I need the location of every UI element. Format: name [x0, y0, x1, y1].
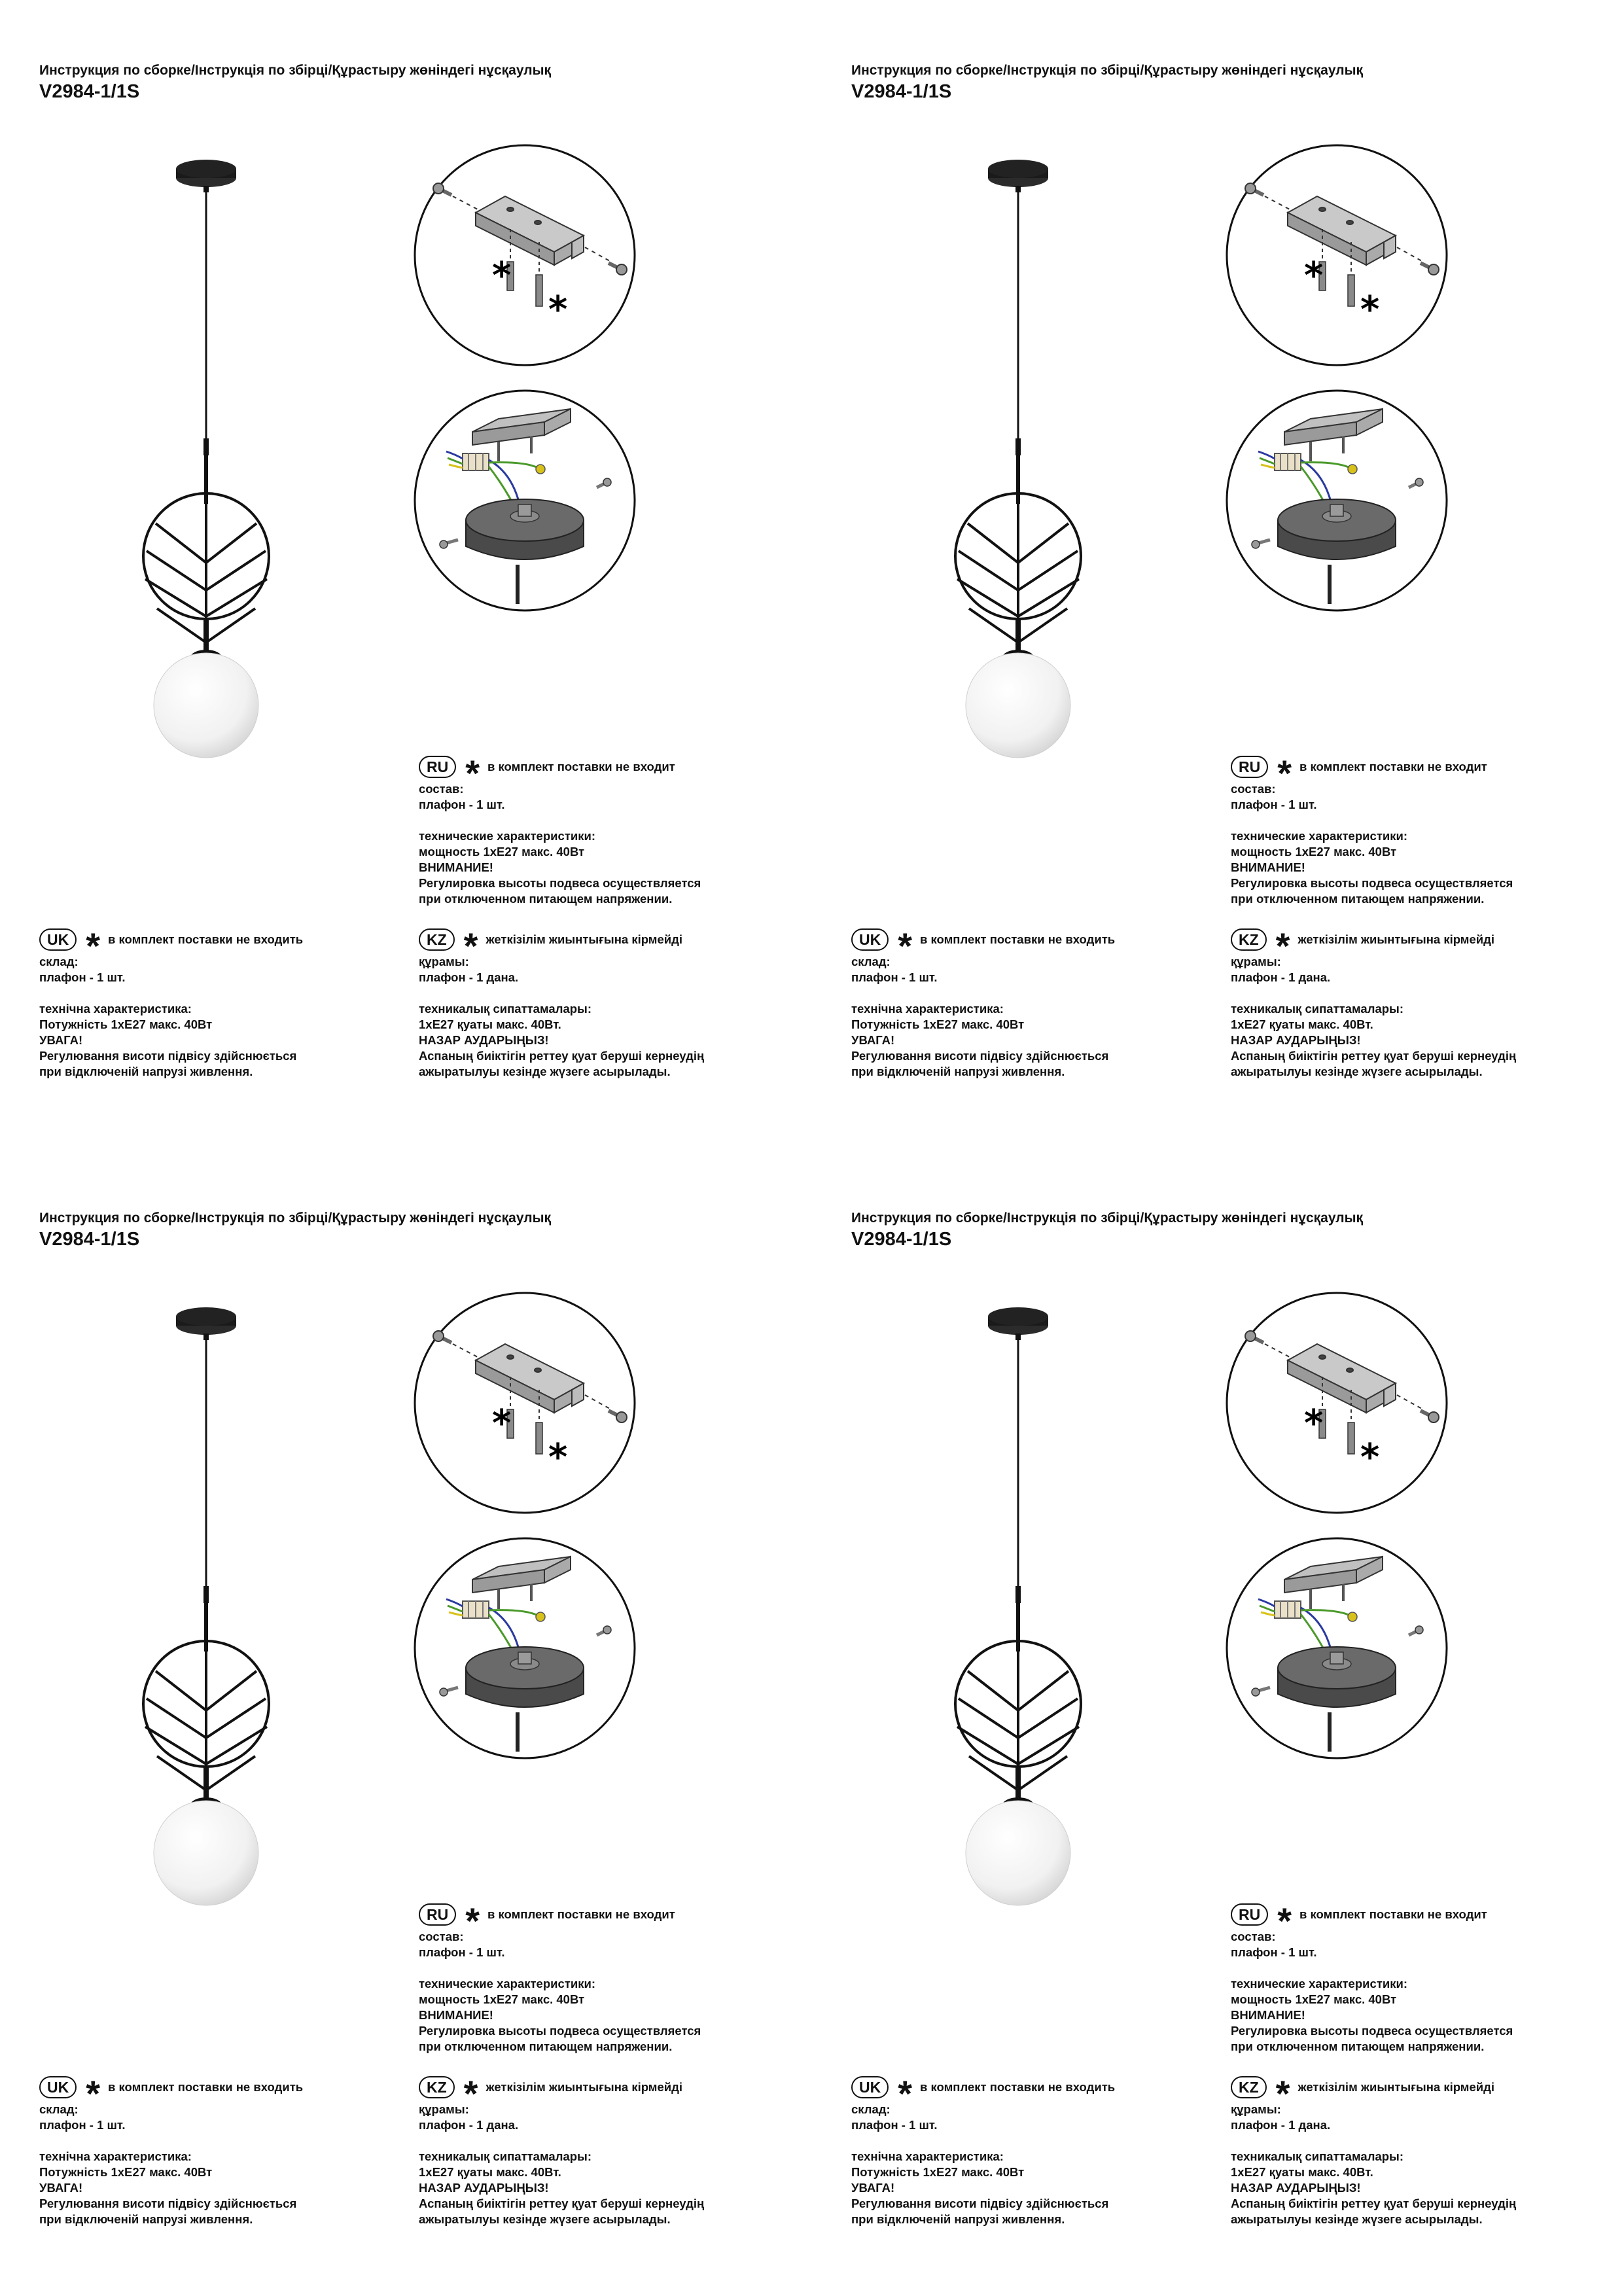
wire-connector-icon — [463, 453, 489, 470]
not-included-star: * — [1275, 2073, 1290, 2114]
ru-note-line2: при отключенном питающем напряжении. — [419, 892, 673, 906]
model-number: V2984-1/1S — [39, 1229, 140, 1250]
cord-clamp — [203, 1586, 209, 1603]
uk-language-badge: UK — [39, 2076, 77, 2098]
uk-info-block — [39, 2074, 303, 2227]
ru-note-line2: при отключенном питающем напряжении. — [1231, 2040, 1485, 2053]
not-included-star: * — [492, 1402, 512, 1445]
instruction-sheet — [812, 0, 1624, 1148]
not-included-star: * — [465, 752, 480, 794]
uk-specs-value: Потужність 1хE27 макс. 40Вт — [39, 2165, 213, 2179]
uk-note-line1: Регулювання висоти підвісу здійснюється — [851, 2197, 1109, 2210]
kz-specs-value: 1хE27 қуаты макс. 40Вт. — [419, 2165, 561, 2179]
uk-specs-value: Потужність 1хE27 макс. 40Вт — [851, 2165, 1025, 2179]
uk-warning: УВАГА! — [851, 1033, 895, 1047]
ceiling-canopy-icon — [176, 160, 236, 192]
ru-composition-label: состав: — [1231, 1930, 1276, 1943]
model-number: V2984-1/1S — [851, 1229, 952, 1250]
not-included-star: * — [463, 925, 478, 966]
not-included-star: * — [1304, 255, 1324, 297]
canopy-wiring-diagram — [1212, 1524, 1461, 1773]
ru-warning: ВНИМАНИЕ! — [419, 2008, 493, 2022]
ru-specs-label: технические характеристики: — [419, 1977, 596, 1990]
ru-specs-value: мощность 1хE27 макс. 40Вт — [1231, 1992, 1397, 2006]
glass-globe — [154, 653, 258, 758]
not-included-star: * — [86, 925, 101, 966]
uk-specs-value: Потужність 1хE27 макс. 40Вт — [39, 1017, 213, 1031]
kz-note-line2: ажыратылуы кезінде жүзеге асырылады. — [419, 2212, 671, 2226]
not-included-star: * — [1360, 289, 1380, 331]
kz-composition-value: плафон - 1 дана. — [419, 2118, 519, 2132]
kz-warning: НАЗАР АУДАРЫҢЫЗ! — [419, 2181, 549, 2195]
header-title: Инструкция по сборке/Інструкція по збірці/Құрастыру жөніндегі нұсқаулық — [851, 63, 1364, 78]
uk-specs-value: Потужність 1хE27 макс. 40Вт — [851, 1017, 1025, 1031]
kz-specs-value: 1хE27 қуаты макс. 40Вт. — [1231, 1017, 1373, 1031]
cord-clamp — [1015, 438, 1021, 455]
ceiling-canopy-icon — [176, 1307, 236, 1340]
uk-warning: УВАГА! — [39, 2181, 83, 2195]
ceiling-canopy-icon — [988, 160, 1048, 192]
uk-warning: УВАГА! — [39, 1033, 83, 1047]
ru-info-block — [419, 1901, 701, 2055]
canopy-wiring-diagram — [1212, 376, 1461, 625]
mounting-bracket-diagram — [400, 144, 649, 393]
kz-info-block — [1231, 2074, 1516, 2227]
not-included-star: * — [548, 289, 568, 331]
ru-not-included-note: в комплект поставки не входит — [487, 760, 675, 773]
cord-clamp — [203, 438, 209, 455]
pendant-lamp-illustration — [137, 150, 275, 779]
kz-info-block — [419, 2074, 704, 2227]
ru-note-line2: при отключенном питающем напряжении. — [419, 2040, 673, 2053]
ru-language-badge: RU — [1231, 1903, 1268, 1926]
uk-language-badge: UK — [851, 928, 889, 951]
mounting-bracket-diagram — [1212, 1292, 1461, 1540]
kz-specs-value: 1хE27 қуаты макс. 40Вт. — [419, 1017, 561, 1031]
uk-composition-label: склад: — [851, 955, 891, 968]
kz-composition-label: құрамы: — [419, 2102, 469, 2116]
uk-not-included-note: в комплект поставки не входить — [108, 932, 304, 946]
ru-not-included-note: в комплект поставки не входит — [487, 1907, 675, 1921]
ru-warning: ВНИМАНИЕ! — [1231, 2008, 1305, 2022]
ceiling-canopy-icon — [988, 1307, 1048, 1340]
kz-not-included-note: жеткізілім жиынтығына кірмейді — [485, 932, 683, 946]
uk-note-line2: при відключеній напрузі живлення. — [851, 2212, 1065, 2226]
kz-composition-value: плафон - 1 дана. — [1231, 2118, 1331, 2132]
not-included-star: * — [492, 255, 512, 297]
ru-info-block — [1231, 754, 1513, 907]
ru-info-block — [1231, 1901, 1513, 2055]
kz-info-block — [419, 927, 704, 1080]
wire-connector-icon — [1275, 453, 1301, 470]
uk-note-line1: Регулювання висоти підвісу здійснюється — [39, 2197, 297, 2210]
ru-composition-label: состав: — [1231, 782, 1276, 796]
not-included-star: * — [1360, 1436, 1380, 1479]
kz-note-line2: ажыратылуы кезінде жүзеге асырылады. — [419, 1065, 671, 1078]
uk-composition-label: склад: — [851, 2102, 891, 2116]
ru-warning: ВНИМАНИЕ! — [419, 860, 493, 874]
ru-language-badge: RU — [419, 1903, 456, 1926]
ru-language-badge: RU — [419, 756, 456, 778]
kz-note-line1: Аспаның биіктігін реттеу қуат беруші кернеудің — [419, 1049, 705, 1063]
ru-note-line1: Регулировка высоты подвеса осуществляется — [419, 876, 701, 890]
ru-specs-value: мощность 1хE27 макс. 40Вт — [419, 1992, 585, 2006]
ru-note-line1: Регулировка высоты подвеса осуществляется — [419, 2024, 701, 2038]
pendant-lamp-illustration — [137, 1298, 275, 1926]
ru-specs-value: мощность 1хE27 макс. 40Вт — [1231, 845, 1397, 858]
kz-note-line1: Аспаның биіктігін реттеу қуат беруші кернеудің — [419, 2197, 705, 2210]
kz-specs-label: техникалық сипаттамалары: — [1231, 1002, 1404, 1016]
uk-language-badge: UK — [851, 2076, 889, 2098]
kz-note-line2: ажыратылуы кезінде жүзеге асырылады. — [1231, 2212, 1483, 2226]
uk-specs-label: технічна характеристика: — [851, 2149, 1004, 2163]
not-included-star: * — [1277, 752, 1292, 794]
uk-composition-value: плафон - 1 шт. — [851, 2118, 938, 2132]
kz-composition-label: құрамы: — [419, 955, 469, 968]
uk-note-line1: Регулювання висоти підвісу здійснюється — [39, 1049, 297, 1063]
not-included-star: * — [898, 925, 913, 966]
ru-specs-label: технические характеристики: — [419, 829, 596, 843]
wire-connector-icon — [463, 1601, 489, 1618]
instruction-sheet — [812, 1148, 1624, 2295]
kz-language-badge: KZ — [1231, 928, 1267, 951]
pendant-lamp-illustration — [949, 150, 1087, 779]
uk-not-included-note: в комплект поставки не входить — [920, 2080, 1116, 2094]
not-included-star: * — [548, 1436, 568, 1479]
uk-specs-label: технічна характеристика: — [39, 1002, 192, 1016]
cord-clamp — [1015, 1586, 1021, 1603]
uk-info-block — [851, 2074, 1115, 2227]
kz-language-badge: KZ — [1231, 2076, 1267, 2098]
ru-composition-value: плафон - 1 шт. — [1231, 1945, 1317, 1959]
uk-composition-value: плафон - 1 шт. — [39, 970, 126, 984]
mounting-bracket-diagram — [1212, 144, 1461, 393]
ru-composition-label: состав: — [419, 782, 464, 796]
kz-not-included-note: жеткізілім жиынтығына кірмейді — [1297, 2080, 1495, 2094]
ru-warning: ВНИМАНИЕ! — [1231, 860, 1305, 874]
glass-globe — [966, 653, 1070, 758]
kz-note-line2: ажыратылуы кезінде жүзеге асырылады. — [1231, 1065, 1483, 1078]
ru-note-line1: Регулировка высоты подвеса осуществляется — [1231, 876, 1513, 890]
header-title: Инструкция по сборке/Інструкція по збірці/Құрастыру жөніндегі нұсқаулық — [851, 1210, 1364, 1226]
ru-info-block — [419, 754, 701, 907]
ru-specs-label: технические характеристики: — [1231, 1977, 1408, 1990]
uk-specs-label: технічна характеристика: — [39, 2149, 192, 2163]
uk-warning: УВАГА! — [851, 2181, 895, 2195]
kz-specs-label: техникалық сипаттамалары: — [419, 2149, 592, 2163]
uk-specs-label: технічна характеристика: — [851, 1002, 1004, 1016]
kz-warning: НАЗАР АУДАРЫҢЫЗ! — [1231, 2181, 1361, 2195]
kz-specs-label: техникалық сипаттамалары: — [1231, 2149, 1404, 2163]
uk-composition-label: склад: — [39, 2102, 79, 2116]
ru-composition-value: плафон - 1 шт. — [419, 1945, 505, 1959]
uk-not-included-note: в комплект поставки не входить — [108, 2080, 304, 2094]
uk-composition-value: плафон - 1 шт. — [851, 970, 938, 984]
instruction-sheet — [0, 0, 812, 1148]
uk-not-included-note: в комплект поставки не входить — [920, 932, 1116, 946]
model-number: V2984-1/1S — [851, 81, 952, 102]
mounting-bracket-diagram — [400, 1292, 649, 1540]
instruction-sheet — [0, 1148, 812, 2295]
header-title: Инструкция по сборке/Інструкція по збірці/Құрастыру жөніндегі нұсқаулық — [39, 63, 552, 78]
ru-specs-label: технические характеристики: — [1231, 829, 1408, 843]
model-number: V2984-1/1S — [39, 81, 140, 102]
not-included-star: * — [898, 2073, 913, 2114]
ru-not-included-note: в комплект поставки не входит — [1299, 1907, 1487, 1921]
kz-composition-label: құрамы: — [1231, 2102, 1281, 2116]
glass-globe — [154, 1801, 258, 1905]
kz-composition-label: құрамы: — [1231, 955, 1281, 968]
uk-note-line2: при відключеній напрузі живлення. — [851, 1065, 1065, 1078]
kz-language-badge: KZ — [419, 928, 455, 951]
not-included-star: * — [1304, 1402, 1324, 1445]
kz-specs-label: техникалық сипаттамалары: — [419, 1002, 592, 1016]
kz-not-included-note: жеткізілім жиынтығына кірмейді — [485, 2080, 683, 2094]
glass-globe — [966, 1801, 1070, 1905]
uk-note-line2: при відключеній напрузі живлення. — [39, 1065, 253, 1078]
ru-composition-label: состав: — [419, 1930, 464, 1943]
ru-language-badge: RU — [1231, 756, 1268, 778]
kz-info-block — [1231, 927, 1516, 1080]
kz-specs-value: 1хE27 қуаты макс. 40Вт. — [1231, 2165, 1373, 2179]
ru-composition-value: плафон - 1 шт. — [1231, 798, 1317, 811]
canopy-wiring-diagram — [400, 1524, 649, 1773]
uk-info-block — [851, 927, 1115, 1080]
uk-info-block — [39, 927, 303, 1080]
uk-note-line2: при відключеній напрузі живлення. — [39, 2212, 253, 2226]
not-included-star: * — [86, 2073, 101, 2114]
not-included-star: * — [1275, 925, 1290, 966]
kz-not-included-note: жеткізілім жиынтығына кірмейді — [1297, 932, 1495, 946]
kz-warning: НАЗАР АУДАРЫҢЫЗ! — [419, 1033, 549, 1047]
pendant-lamp-illustration — [949, 1298, 1087, 1926]
kz-composition-value: плафон - 1 дана. — [1231, 970, 1331, 984]
kz-language-badge: KZ — [419, 2076, 455, 2098]
uk-language-badge: UK — [39, 928, 77, 951]
kz-note-line1: Аспаның биіктігін реттеу қуат беруші кернеудің — [1231, 1049, 1517, 1063]
wire-connector-icon — [1275, 1601, 1301, 1618]
ru-note-line1: Регулировка высоты подвеса осуществляется — [1231, 2024, 1513, 2038]
not-included-star: * — [1277, 1900, 1292, 1941]
not-included-star: * — [465, 1900, 480, 1941]
uk-note-line1: Регулювання висоти підвісу здійснюється — [851, 1049, 1109, 1063]
not-included-star: * — [463, 2073, 478, 2114]
ru-not-included-note: в комплект поставки не входит — [1299, 760, 1487, 773]
uk-composition-label: склад: — [39, 955, 79, 968]
canopy-wiring-diagram — [400, 376, 649, 625]
kz-note-line1: Аспаның биіктігін реттеу қуат беруші кернеудің — [1231, 2197, 1517, 2210]
kz-warning: НАЗАР АУДАРЫҢЫЗ! — [1231, 1033, 1361, 1047]
ru-note-line2: при отключенном питающем напряжении. — [1231, 892, 1485, 906]
ru-specs-value: мощность 1хE27 макс. 40Вт — [419, 845, 585, 858]
uk-composition-value: плафон - 1 шт. — [39, 2118, 126, 2132]
header-title: Инструкция по сборке/Інструкція по збірці/Құрастыру жөніндегі нұсқаулық — [39, 1210, 552, 1226]
ru-composition-value: плафон - 1 шт. — [419, 798, 505, 811]
kz-composition-value: плафон - 1 дана. — [419, 970, 519, 984]
